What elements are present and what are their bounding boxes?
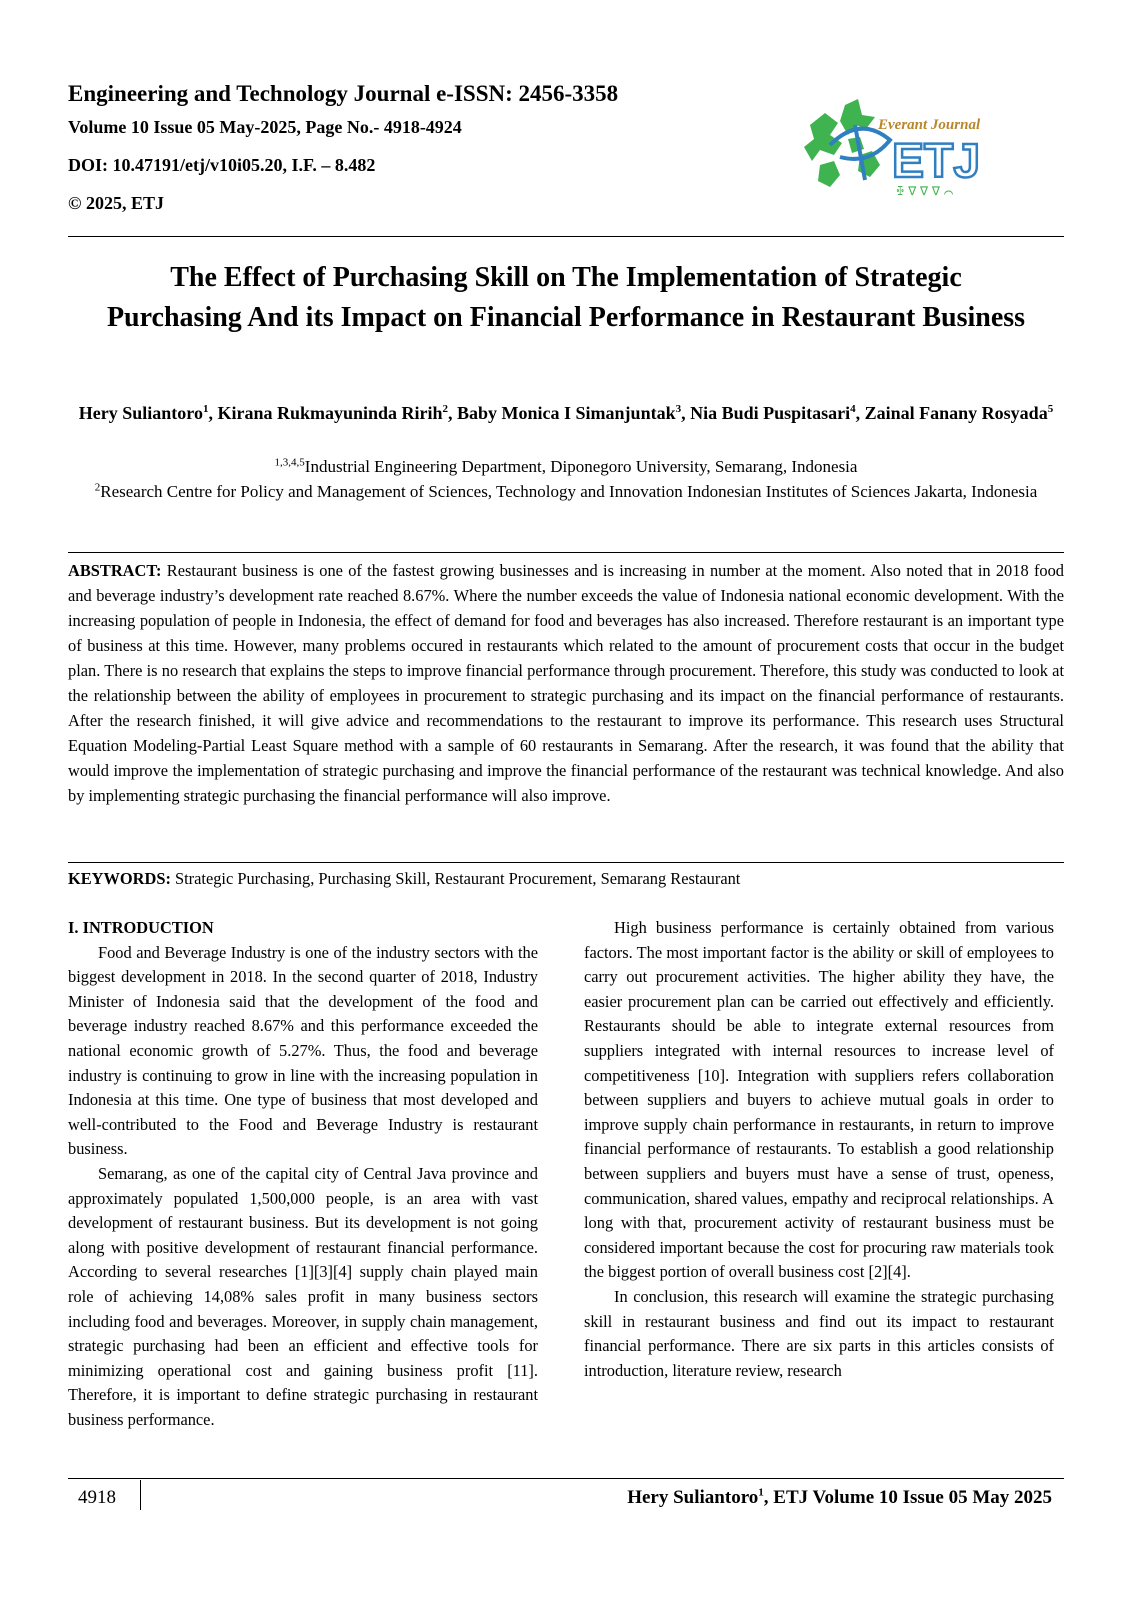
author: Hery Suliantoro$^1$, [78,403,218,423]
journal-name: Engineering and Technology Journal e-ISSN: 2456-3358 [68,81,619,106]
abstract-top-rule [68,552,1064,553]
author: Baby Monica I Simanjuntak$^3$, [457,403,691,423]
footer-divider [140,1480,141,1510]
author-list [68,400,1064,426]
keywords [68,866,1064,891]
svg-text:ꔀ ∇ ∇ ∇ ⌒: ꔀ ∇ ∇ ∇ ⌒ [896,184,954,198]
paragraph: In conclusion, this research will examine the strategic purchasing skill in restaurant business and find out its impact to restaurant financial performance. There are six parts in this articles consists of introduction, literature review, research [584,1286,1054,1380]
abstract-label: ABSTRACT: [68,561,162,580]
author: Kirana Rukmayuninda Ririh$^2$, [217,403,458,423]
footer-rule [68,1478,1064,1479]
doi-info: DOI: 10.47191/etj/v10i05.20, I.F. – 8.482 [68,155,376,175]
logo-main-text: ETJ [892,135,981,188]
abstract [68,558,1064,808]
etj-logo [800,95,1015,205]
affiliation: $^{1,3,4,5}$Industrial Engineering Department, Diponegoro University, Semarang, Indonesia [274,456,858,476]
paragraph: Semarang, as one of the capital city of Central Java province and approximately populated 1,500,000 people, is an area with vast development of restaurant business. But its development is not going along with positive development of restaurant financial performance. According to several researches [1][3][4] supply chain played main role of achieving 14,08% sales profit in many business sectors including food and beverages. Moreover, in supply chain management, strategic purchasing had been an efficient and effective tools for minimizing operational cost and gaining business profit [11]. Therefore, it is important to define strategic purchasing in restaurant business performance. [68,1163,538,1429]
page-number: 4918 [78,1487,116,1508]
section-heading: I. INTRODUCTION [68,918,214,937]
paper-title: The Effect of Purchasing Skill on The Implementation of Strategic Purchasing And its Impact on Financial Performance in Restaurant Business [106,262,1026,333]
journal-header [68,78,768,228]
author: Zainal Fanany Rosyada$^5$ [864,403,1054,423]
right-column [584,916,1054,1383]
header-rule [68,236,1064,237]
left-column [68,916,538,1432]
abstract-text: Restaurant business is one of the fastest growing businesses and is increasing in number at the moment. Also noted that in 2018 food and beverage industry’s development rate reached 8.67%. Where the number exceeds the value of Indonesia national economic development. With the increasing population of people in Indonesia, the effect of demand for food and beverages has also increased. Therefore restaurant is an important type of business at this time. However, many problems occured in restaurants which related to the amount of procurement costs that occur in the budget plan. There is no research that explains the steps to improve financial performance through procurement. Therefore, this study was conducted to look at the relationship between the ability of employees in procurement to strategic purchasing and its impact on the financial performance of restaurants. After the research finished, it will give advice and recommendations to the restaurant to improve its performance. This research uses Structural Equation Modeling-Partial Least Square method with a sample of 60 restaurants in Semarang. After the research, it was found that the ability that would improve the implementation of strategic purchasing and improve the financial performance of the restaurant was technical knowledge. And also by implementing strategic purchasing the financial performance will also improve. [68,561,1064,805]
copyright: © 2025, ETJ [68,193,164,213]
logo-top-text: Everant Journal [878,117,981,133]
abstract-bottom-rule [68,862,1064,863]
keywords-text: Strategic Purchasing, Purchasing Skill, Restaurant Procurement, Semarang Restaurant [170,869,741,888]
volume-info: Volume 10 Issue 05 May-2025, Page No.- 4918-4924 [68,117,462,137]
running-footer: Hery Suliantoro$^1$, ETJ Volume 10 Issue 05 May 2025 [627,1486,1052,1508]
logo-splash-icon [804,99,880,187]
paragraph: Food and Beverage Industry is one of the industry sectors with the biggest development in 2018. In the second quarter of 2018, Industry Minister of Indonesia said that the development of the food and beverage industry reached 8.67% and this performance exceeded the national economic growth of 5.27%. Thus, the food and beverage industry is continuing to grow in line with the increasing population in Indonesia at this time. One type of business that most developed and well-contributed to the Food and Beverage Industry is restaurant business. [68,942,538,1159]
paragraph: High business performance is certainly obtained from various factors. The most important factor is the ability or skill of employees to carry out procurement activities. The higher ability they have, the easier procurement plan can be carried out effectively and efficiently. Restaurants should be able to integrate external resources from suppliers integrated with internal resources to increase level of competitiveness [10]. Integration with suppliers refers collaboration between suppliers and buyers to achieve mutual goals in order to improve supply chain performance in restaurants, in return to improve financial performance of restaurants. To establish a good relationship between suppliers and buyers must have a sense of trust, openess, communication, shared values, empathy and reciprocal relationships. A long with that, procurement activity of restaurant business must be considered important because the cost for procuring raw materials took the biggest portion of overall business cost [2][4]. [584,918,1054,1282]
keywords-label: KEYWORDS: [68,869,171,888]
logo-glyphs-icon [896,184,954,198]
author: Nia Budi Puspitasari$^4$, [690,403,865,423]
affiliation: $^2$Research Centre for Policy and Management of Sciences, Technology and Innovation Indonesian Institutes of Sciences Jakarta, Indonesia [94,481,1038,501]
